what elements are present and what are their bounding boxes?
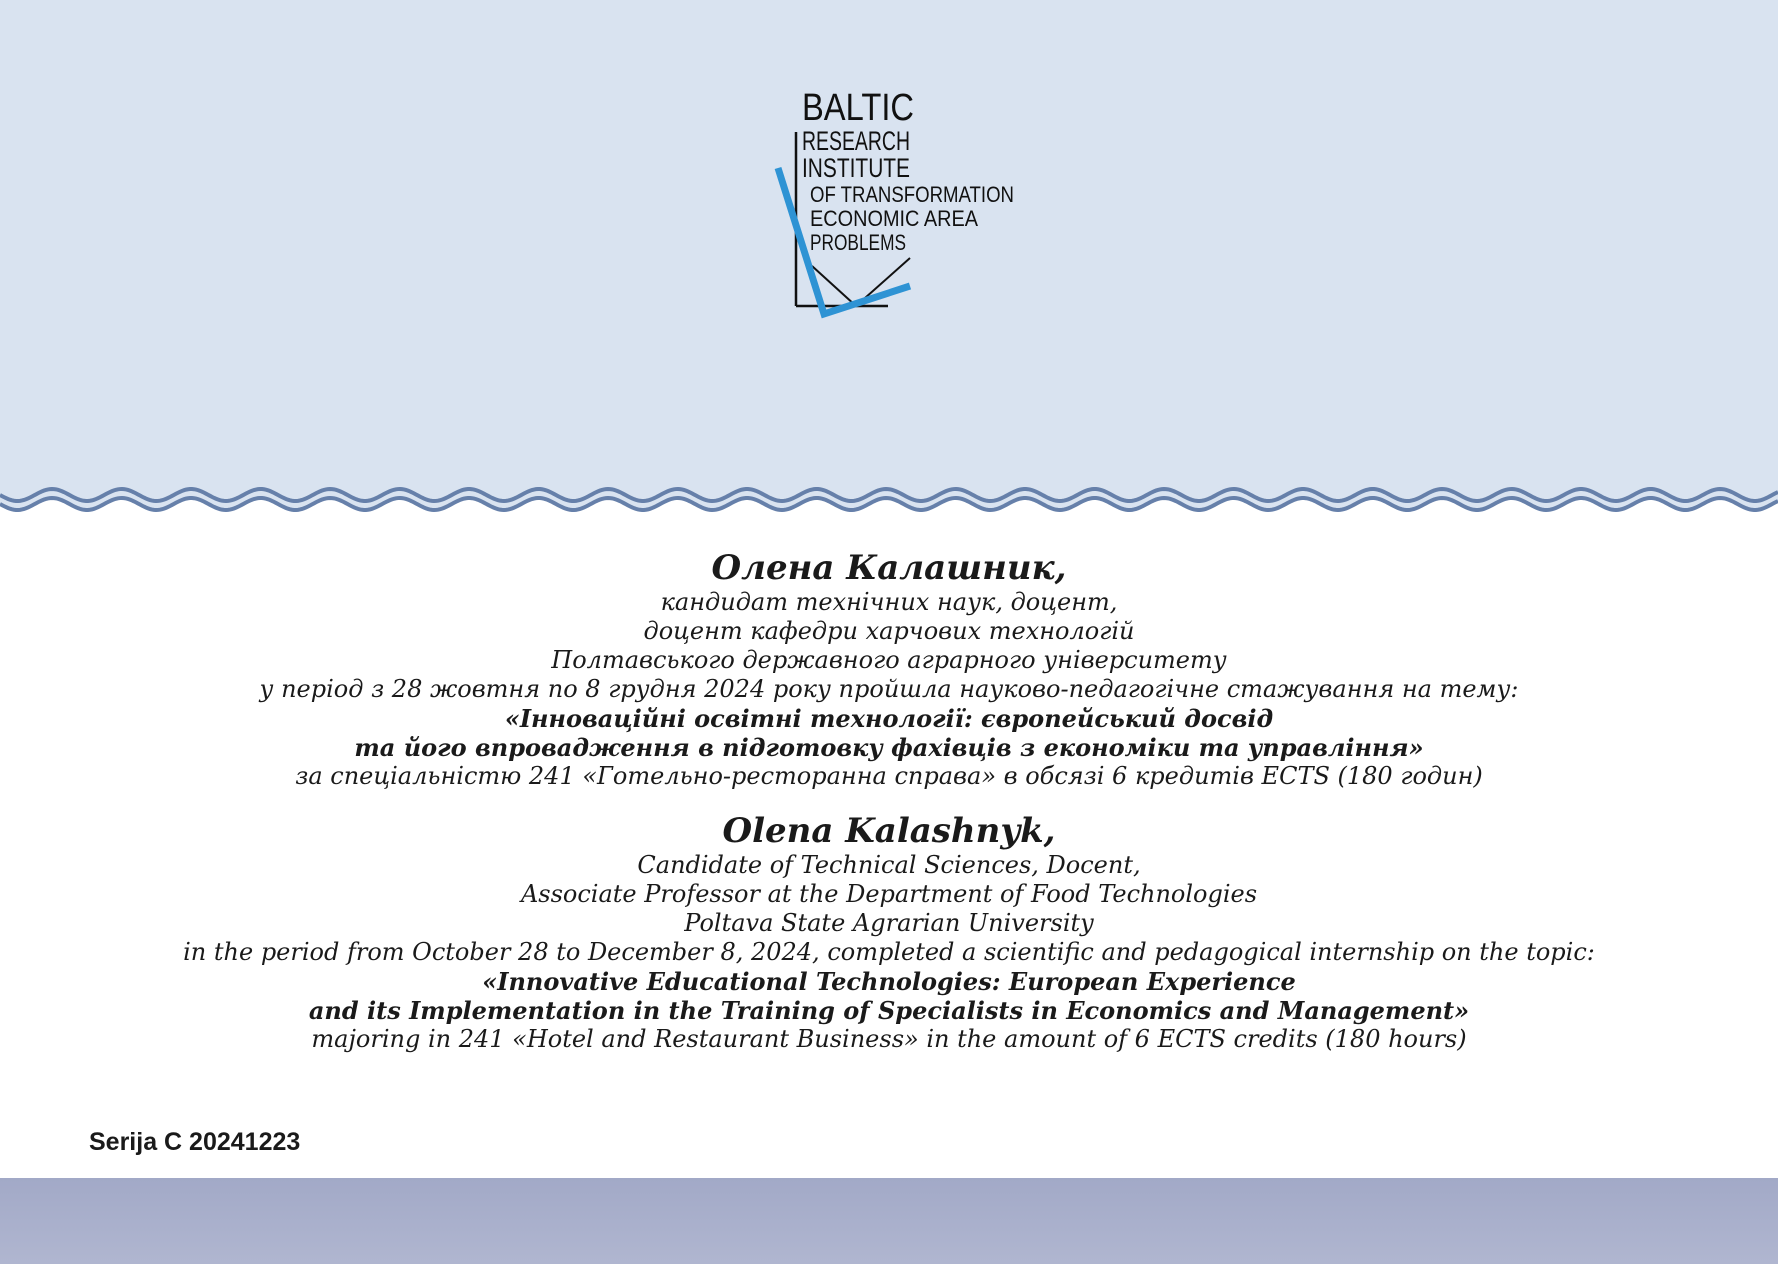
specialty-ua: за спеціальністю 241 «Готельно-ресторанна справа» в обсязі 6 кредитів ECTS (180 годин) — [295, 762, 1483, 790]
topic-en-line-1: «Innovative Educational Technologies: European Experience — [482, 967, 1296, 996]
serial-number: Serija C 20241223 — [89, 1128, 301, 1156]
topic-ua-line-1: «Інноваційні освітні технології: європейський досвід — [504, 704, 1274, 733]
period-en: in the period from October 28 to December 8, 2024, completed a scientific and pedagogical internship on the topic: — [183, 938, 1595, 966]
degree-ua: кандидат технічних наук, доцент, — [660, 588, 1118, 616]
specialty-en: majoring in 241 «Hotel and Restaurant Business» in the amount of 6 ECTS credits (180 hours) — [311, 1025, 1467, 1053]
university-en: Poltava State Agrarian University — [684, 909, 1094, 937]
recipient-name-en: Olena Kalashnyk, — [722, 811, 1056, 851]
topic-en-line-2: and its Implementation in the Training of Specialists in Economics and Management» — [308, 996, 1470, 1025]
period-ua: у період з 28 жовтня по 8 грудня 2024 року пройшла науково-педагогічне стажування на тему: — [259, 675, 1519, 703]
logo-line-1: BALTIC — [802, 87, 914, 129]
university-ua: Полтавського державного аграрного університету — [551, 646, 1227, 674]
logo-line-6: PROBLEMS — [810, 230, 906, 255]
certificate-body — [0, 548, 1778, 1054]
logo-line-5: ECONOMIC AREA — [810, 206, 979, 231]
topic-ua-line-2: та його впровадження в підготовку фахівців з економіки та управління» — [354, 733, 1424, 762]
wave-border — [0, 470, 1778, 540]
position-ua: доцент кафедри харчових технологій — [643, 617, 1135, 645]
position-en: Associate Professor at the Department of Food Technologies — [520, 880, 1258, 908]
degree-en: Candidate of Technical Sciences, Docent, — [637, 851, 1141, 879]
logo-line-4: OF TRANSFORMATION — [810, 182, 1014, 207]
logo-line-2: RESEARCH — [802, 126, 910, 156]
institute-logo — [760, 82, 1020, 322]
recipient-name-ua: Олена Калашник, — [711, 548, 1067, 588]
footer-band — [0, 1178, 1778, 1264]
logo-line-3: INSTITUTE — [802, 153, 910, 183]
